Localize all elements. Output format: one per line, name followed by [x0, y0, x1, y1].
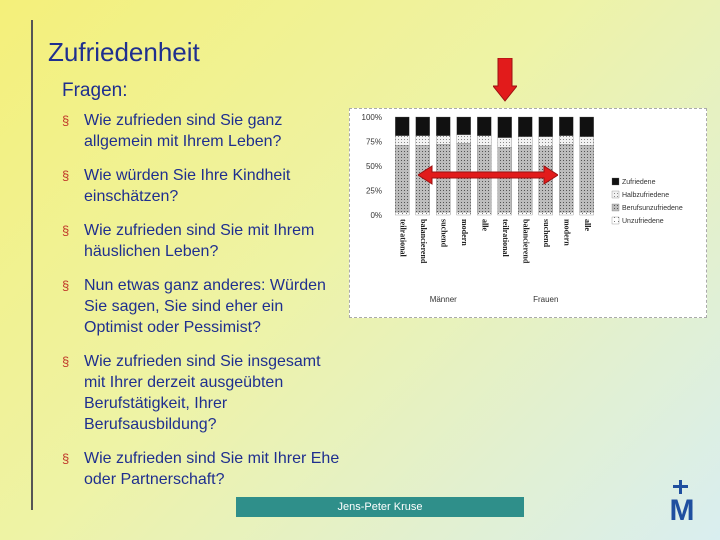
bar-segment	[498, 117, 512, 138]
legend-label: Zufriedene	[622, 179, 656, 186]
bar-segment	[436, 136, 450, 145]
question-item	[62, 165, 342, 207]
bar-segment	[477, 117, 491, 136]
x-tick-label: balancierend	[418, 219, 428, 264]
legend-swatch	[612, 204, 619, 211]
organization-logo-icon	[662, 480, 702, 522]
bar-segment	[518, 137, 532, 146]
satisfaction-chart	[349, 108, 707, 318]
question-text: Wie zufrieden sind Sie mit Ihrer Ehe oder Partnerschaft?	[84, 450, 340, 488]
legend-label: Berufsunzufriedene	[622, 205, 683, 212]
bar-segment	[457, 135, 471, 144]
question-item	[62, 220, 342, 262]
slide-subtitle: Fragen:	[62, 80, 128, 101]
bullet-marker-icon: §	[62, 223, 70, 238]
bar-segment	[477, 136, 491, 146]
y-tick-label: 100%	[361, 113, 382, 122]
x-tick-label: alle	[582, 219, 592, 231]
bar-segment	[416, 117, 430, 136]
bullet-marker-icon: §	[62, 451, 70, 466]
bar-segment	[498, 212, 512, 215]
chart-canvas	[350, 109, 706, 317]
group-label: Männer	[429, 295, 457, 304]
x-tick-label: teilrational	[398, 219, 408, 257]
bar-segment	[559, 212, 573, 215]
y-tick-label: 25%	[365, 186, 382, 196]
bar-segment	[559, 117, 573, 136]
question-item	[62, 448, 342, 490]
bullet-marker-icon: §	[62, 278, 70, 293]
question-text: Wie würden Sie Ihre Kindheit einschätzen?	[84, 167, 291, 205]
bullet-marker-icon: §	[62, 168, 70, 183]
x-tick-label: alle	[480, 219, 490, 231]
legend-label: Unzufriedene	[622, 218, 664, 225]
bullet-marker-icon: §	[62, 113, 70, 128]
question-text: Wie zufrieden sind Sie insgesamt mit Ihrer derzeit ausgeübten Berufstätigkeit, Ihrer Berufsausbildung?	[84, 353, 321, 433]
bar-segment	[416, 136, 430, 146]
bullet-marker-icon: §	[62, 354, 70, 369]
logo-letter: M	[669, 494, 695, 522]
legend-swatch	[612, 178, 619, 185]
x-tick-label: suchend	[439, 219, 449, 248]
x-tick-label: modern	[459, 219, 469, 246]
left-vertical-rule	[31, 20, 33, 510]
bar-segment	[580, 145, 594, 212]
y-tick-label: 50%	[365, 162, 382, 171]
legend-swatch	[612, 191, 619, 198]
bar-segment	[436, 212, 450, 215]
bar-segment	[457, 117, 471, 135]
question-text: Wie zufrieden sind Sie ganz allgemein mit Ihrem Leben?	[84, 112, 283, 150]
bar-segment	[539, 137, 553, 147]
red-down-arrow-icon	[493, 58, 517, 102]
bar-segment	[477, 212, 491, 215]
question-list	[62, 110, 342, 503]
red-double-arrow-icon	[418, 165, 558, 185]
bar-segment	[580, 212, 594, 215]
bar-segment	[539, 117, 553, 137]
bar-segment	[580, 137, 594, 146]
legend-label: Halbzufriedene	[622, 192, 670, 199]
slide-title: Zufriedenheit	[48, 37, 200, 67]
x-tick-label: teilrational	[500, 219, 510, 257]
question-item	[62, 275, 342, 338]
bar-segment	[498, 138, 512, 148]
question-item	[62, 110, 342, 152]
bar-segment	[395, 117, 409, 136]
y-tick-label: 0%	[370, 211, 382, 220]
bar-segment	[436, 117, 450, 136]
x-tick-label: modern	[562, 219, 572, 246]
bar-segment	[395, 136, 409, 146]
bar-segment	[539, 212, 553, 215]
group-label: Frauen	[533, 295, 559, 304]
x-tick-label: balancierend	[521, 219, 531, 264]
question-item	[62, 351, 342, 435]
question-text: Nun etwas ganz anderes: Würden Sie sagen, Sie sind eher ein Optimist oder Pessimist?	[84, 277, 326, 336]
question-text: Wie zufrieden sind Sie mit Ihrem häuslichen Leben?	[84, 222, 315, 260]
y-tick-label: 75%	[365, 137, 382, 147]
bar-segment	[395, 145, 409, 212]
bar-segment	[395, 212, 409, 215]
bar-segment	[518, 212, 532, 215]
legend-swatch	[612, 217, 619, 224]
bar-segment	[580, 117, 594, 137]
bar-segment	[559, 136, 573, 145]
bar-segment	[416, 212, 430, 215]
bar-segment	[457, 212, 471, 215]
bar-segment	[559, 144, 573, 212]
x-tick-label: suchend	[541, 219, 551, 248]
bar-segment	[518, 117, 532, 137]
footer-bar: Jens-Peter Kruse	[236, 497, 524, 517]
